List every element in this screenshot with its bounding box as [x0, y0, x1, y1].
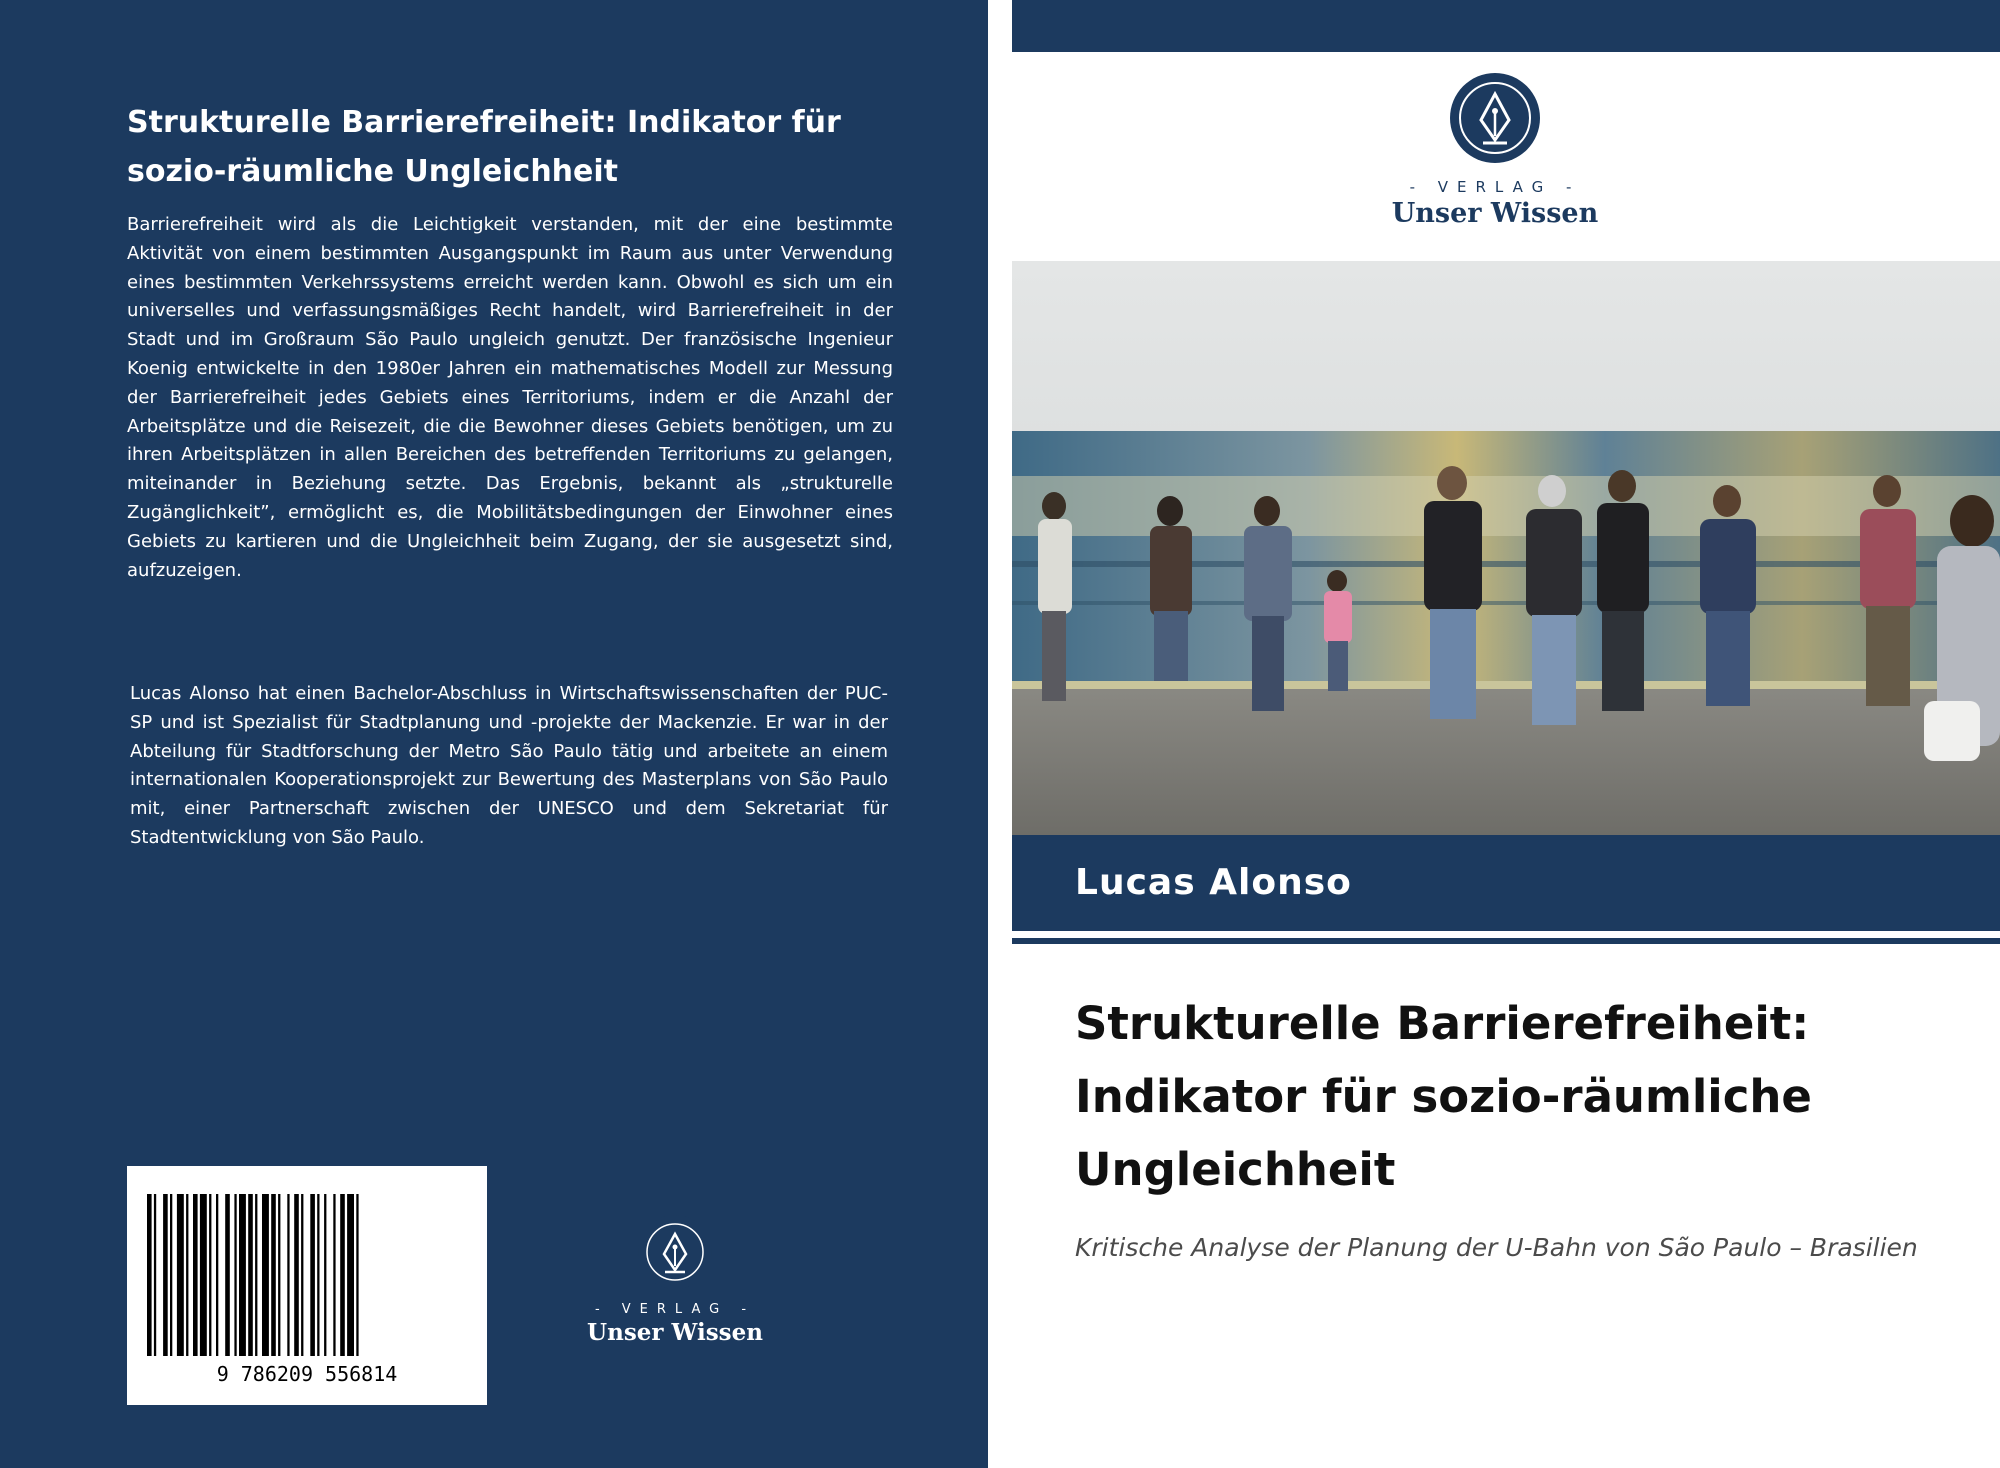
front-cover-subtitle: Kritische Analyse der Planung der U-Bahn von São Paulo – Brasilien	[1075, 1233, 1918, 1262]
barcode-bar	[239, 1194, 246, 1356]
barcode-bar	[147, 1194, 152, 1356]
isbn-barcode	[127, 1166, 487, 1405]
barcode-bar	[234, 1194, 236, 1356]
author-biography: Lucas Alonso hat einen Bachelor-Abschluss in Wirtschaftswissenschaften der PUC-SP und ist Spezialist für Stadtplanung und -projekte der Mackenzie. Er war in der Abteilung für Stadtforschung der Metro São Paulo tätig und arbeitete an einem internationalen Kooperationsprojekt zur Bewertung des Masterplans von São Paulo mit, einer Partnerschaft zwischen der UNESCO und dem Sekretariat für Stadtentwicklung von São Paulo.	[130, 683, 888, 848]
barcode-bar	[170, 1194, 172, 1356]
barcode-bar	[356, 1194, 358, 1356]
front-divider-rule	[1012, 938, 2000, 944]
barcode-bar	[340, 1194, 345, 1356]
book-description: Barrierefreiheit wird als die Leichtigkeit verstanden, mit der eine bestimmte Aktivität von einem bestimmten Ausgangspunkt im Raum aus unter Verwendung eines bestimmten Verkehrssystems erreicht werden kann. Obwohl es sich um ein universelles und verfassungsmäßiges Recht handelt, wird Barrierefreiheit in der Stadt und im Großraum São Paulo ungleich genutzt. Der französische Ingenieur Koenig entwickelte in den 1980er Jahren ein mathematisches Modell zur Messung der Barrierefreiheit jedes Gebiets eines Territoriums, indem er die Anzahl der Arbeitsplätze und die Reisezeit, die die Bewohner dieses Gebiets benötigen, um zu ihren Arbeitsplätzen in allen Bereichen des betreffenden Territoriums zu gelangen, miteinander in Beziehung setzte. Das Ergebnis, bekannt als „strukturelle Zugänglichkeit”, ermöglicht es, die Mobilitätsbedingungen der Einwohner eines Gebiets zu kartieren und die Ungleichheit beim Zugang, der sie ausgesetzt sind, aufzuzeigen.	[127, 214, 893, 581]
barcode-bar	[287, 1194, 289, 1356]
barcode-bar	[271, 1194, 276, 1356]
barcode-bar	[317, 1194, 319, 1356]
barcode-bar	[163, 1194, 168, 1356]
barcode-bar	[193, 1194, 198, 1356]
barcode-bar	[154, 1194, 156, 1356]
barcode-bar	[310, 1194, 315, 1356]
front-top-band	[1012, 0, 2000, 52]
fountain-pen-nib-icon	[1390, 72, 1600, 164]
cover-photo-subway-platform	[1012, 261, 2000, 835]
front-cover-title: Strukturelle Barrierefreiheit: Indikator für sozio-räumliche Ungleichheit	[1075, 997, 1812, 1196]
isbn-number: 9 786209 556814	[216, 1362, 398, 1386]
barcode-bar	[248, 1194, 253, 1356]
barcode-bar	[216, 1194, 218, 1356]
barcode-bar	[255, 1194, 257, 1356]
publisher-verlag-label: - VERLAG -	[594, 1302, 756, 1317]
fountain-pen-nib-icon	[575, 1214, 775, 1290]
barcode-bar	[324, 1194, 326, 1356]
barcode-bar	[333, 1194, 335, 1356]
barcode-bar	[200, 1194, 207, 1356]
front-author-name: Lucas Alonso	[1075, 862, 1352, 903]
barcode-bars	[147, 1194, 359, 1356]
publisher-name: Unser Wissen	[587, 1319, 763, 1346]
publisher-logo-back	[575, 1214, 775, 1344]
barcode-bar	[278, 1194, 280, 1356]
back-cover-title: Strukturelle Barrierefreiheit: Indikator für sozio-räumliche Ungleichheit	[127, 105, 841, 189]
publisher-name: Unser Wissen	[1391, 198, 1599, 229]
barcode-bar	[209, 1194, 211, 1356]
barcode-bar	[301, 1194, 303, 1356]
front-author-band	[1012, 835, 2000, 931]
publisher-verlag-label: - VERLAG -	[1409, 178, 1581, 196]
barcode-bar	[186, 1194, 188, 1356]
barcode-bar	[262, 1194, 269, 1356]
barcode-bar	[347, 1194, 354, 1356]
barcode-bar	[294, 1194, 299, 1356]
barcode-bar	[225, 1194, 230, 1356]
publisher-logo-front	[1390, 72, 1600, 229]
barcode-bar	[177, 1194, 184, 1356]
